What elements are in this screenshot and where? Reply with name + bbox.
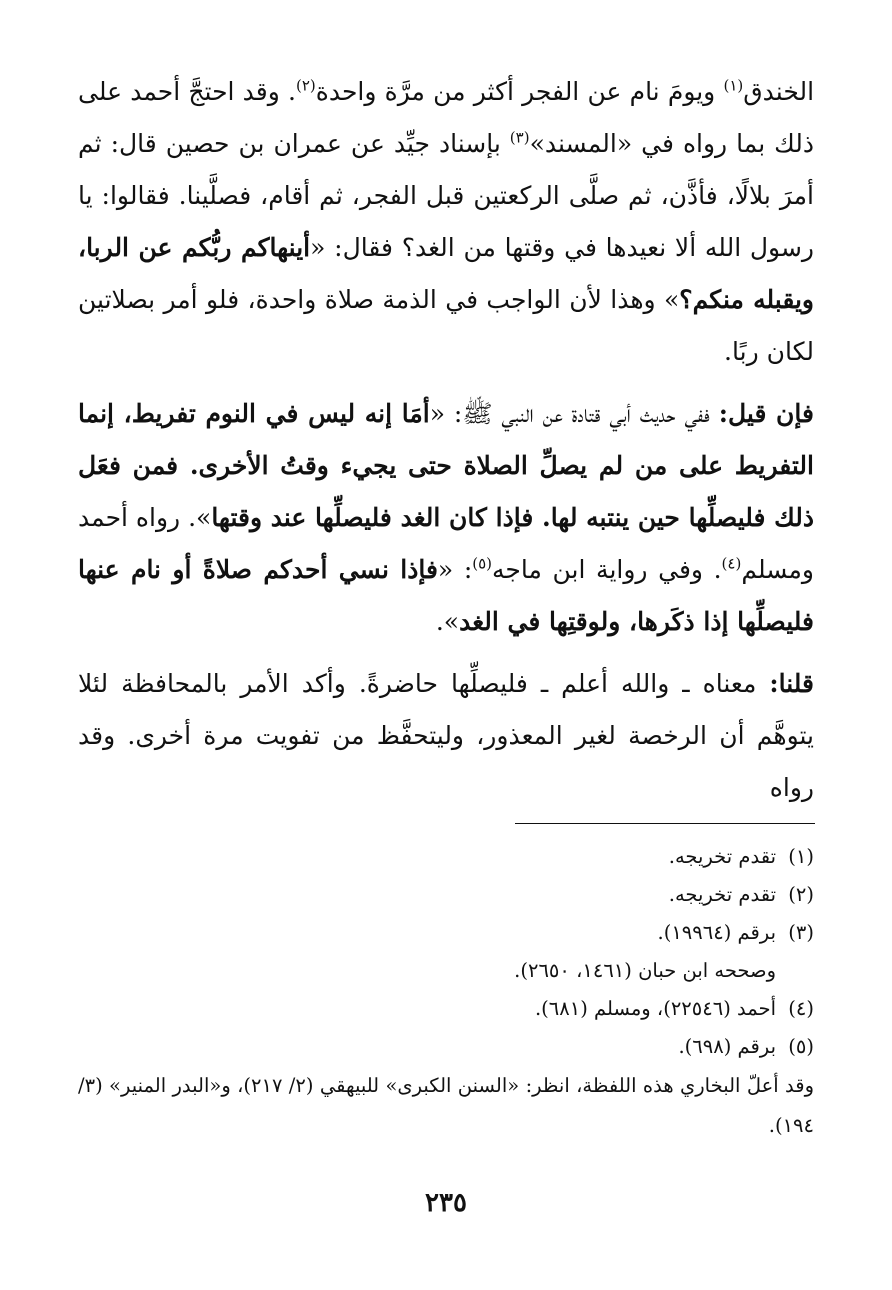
paragraph-3	[78, 658, 814, 814]
footnote-1	[78, 838, 814, 876]
main-text	[78, 66, 814, 814]
footnote-text: أحمد (٢٢٥٤٦)، ومسلم (٦٨١).	[534, 997, 776, 1020]
text-run: ويومَ نام عن الفجر أكثر من مرَّة واحدة	[315, 77, 724, 106]
hadith-quote: فإذا نسي أحدكم صلاةً أو نام عنها فليصلِّها إذا ذكَرها، ولوقتِها في الغد	[78, 555, 814, 636]
footnote-text: برقم (١٩٩٦٤).	[657, 921, 776, 944]
text-run: . وفي رواية ابن ماجه	[492, 555, 722, 584]
hadith-quote: أمَا إنه ليس في النوم تفريط، إنما التفريط على من لم يصلِّ الصلاة حتى يجيء وقتُ الأخرى. فمن فعَل ذلك فليصلِّها حين ينتبه لها. فإذا كان الغد فليصلِّها عند وقتها	[78, 399, 814, 532]
hadith-quote: أينهاكم ربُّكم عن الربا، ويقبله منكم؟	[78, 233, 815, 314]
footnote-ref[interactable]: (٥)	[472, 554, 493, 573]
text-run: ». رواه أحمد ومسلم	[78, 503, 814, 584]
text-run: ففي حديث أبي قتادة عن النبي ﷺ: «	[429, 399, 719, 428]
footnote-text: تقدم تخريجه.	[668, 883, 776, 906]
footnote-ref[interactable]: (٣)	[509, 128, 530, 147]
footnote-ref[interactable]: (٢)	[295, 76, 316, 95]
footnote-text: وقد أعلّ البخاري هذه اللفظة، انظر: «السنن الكبرى» للبيهقي (٢/ ٢١٧)، و«البدر المنير» (٣/ ١٩٤).	[78, 1074, 814, 1137]
footnote-number: (١)	[788, 845, 814, 868]
footnote-2	[78, 876, 814, 914]
footnote-separator	[515, 823, 815, 824]
paragraph-2	[78, 388, 814, 648]
text-run: الخندق	[743, 77, 815, 106]
footnote-text: تقدم تخريجه.	[668, 845, 776, 868]
footnote-3-continuation	[78, 952, 814, 990]
footnote-text: برقم (٦٩٨).	[678, 1035, 776, 1058]
footnote-3	[78, 914, 814, 952]
footnote-5-continuation	[78, 1066, 814, 1146]
page-number: ٢٣٥	[425, 1188, 467, 1218]
footnote-number: (٤)	[788, 997, 814, 1020]
footnote-text: وصححه ابن حبان (١٤٦١، ٢٦٥٠).	[514, 959, 776, 982]
footnote-number: (٥)	[788, 1035, 814, 1058]
text-run: ».	[435, 607, 460, 636]
answer-heading: قلنا:	[769, 669, 814, 698]
paragraph-1	[78, 66, 814, 378]
footnote-ref[interactable]: (١)	[723, 76, 744, 95]
text-run: بإسناد جيِّد عن عمران بن حصين قال: ثم أمرَ بلالًا، فأذَّن، ثم صلَّى الركعتين قبل الفجر، ثم أقام، فصلَّينا. فقالوا: يا رسول الله ألا نعيدها في وقتها من الغد؟ فقال: «	[78, 129, 814, 262]
footnote-4	[78, 990, 814, 1028]
text-run: . وقد احتجَّ أحمد على ذلك بما رواه في «المسند»	[78, 77, 814, 158]
footnotes	[78, 838, 814, 1146]
text-run: » وهذا لأن الواجب في الذمة صلاة واحدة، فلو أمر بصلاتين لكان ربًا.	[78, 285, 814, 366]
text-run: معناه ـ والله أعلم ـ فليصلِّها حاضرةً. وأكد الأمر بالمحافظة لئلا يتوهَّم أن الرخصة لغير المعذور، وليتحفَّظ من تفويت مرة أخرى. وقد رواه	[78, 669, 814, 802]
footnote-number: (٣)	[788, 921, 814, 944]
text-run: : «	[437, 555, 473, 584]
objection-heading: فإن قيل:	[718, 399, 814, 428]
footnote-5	[78, 1028, 814, 1066]
footnote-ref[interactable]: (٤)	[721, 554, 742, 573]
footnote-number: (٢)	[788, 883, 814, 906]
